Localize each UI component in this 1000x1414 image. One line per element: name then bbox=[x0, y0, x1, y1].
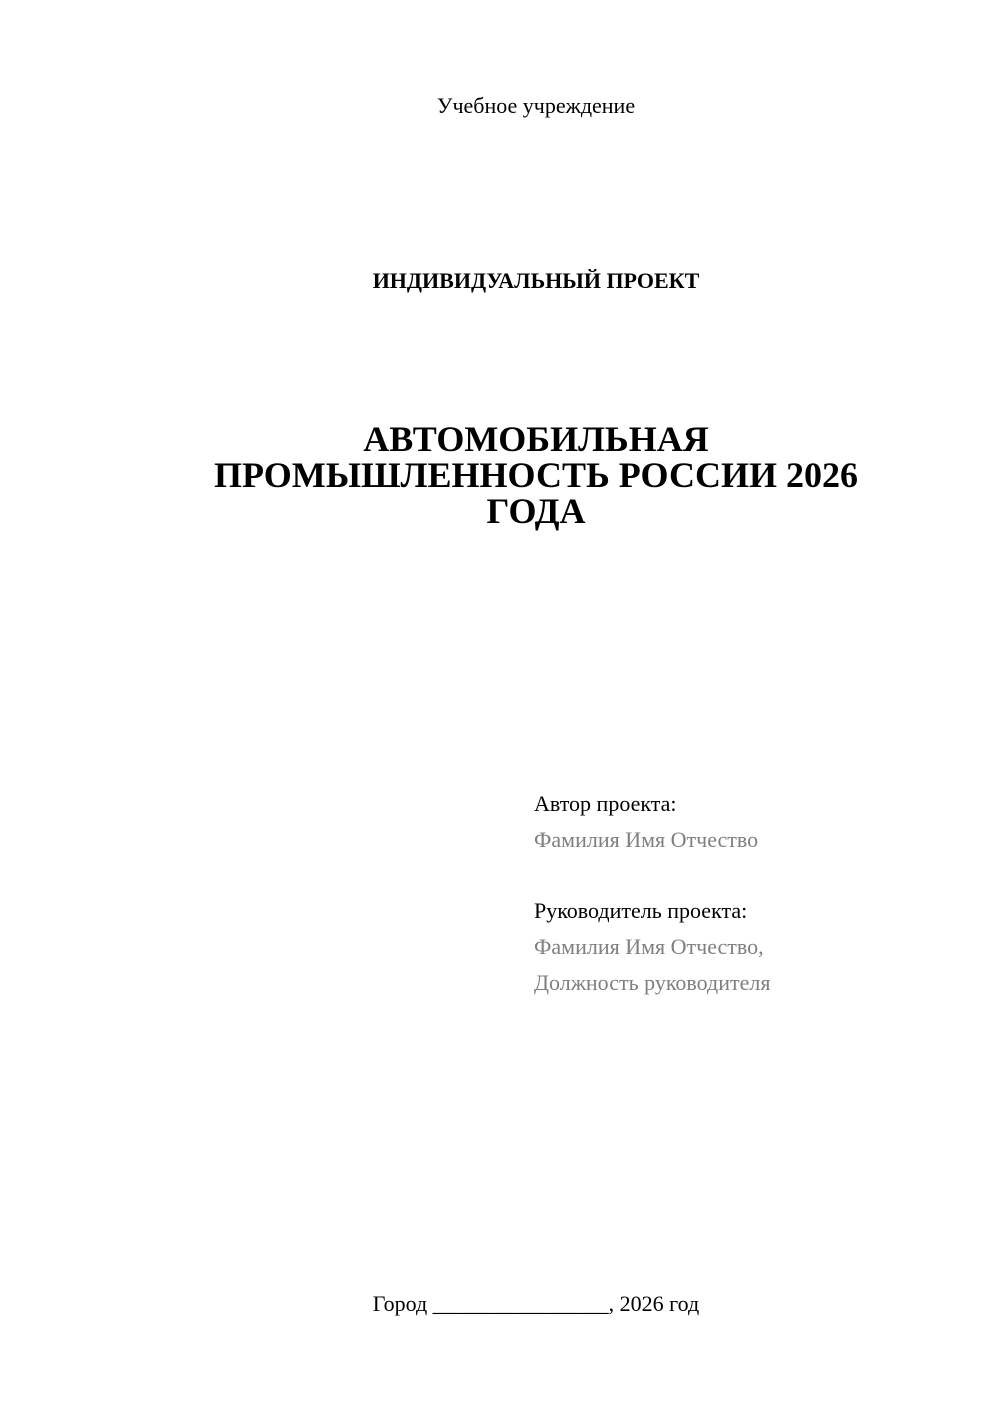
supervisor-label: Руководитель проекта: bbox=[534, 898, 748, 923]
author-name: Фамилия Имя Отчество bbox=[534, 827, 759, 852]
institution-name: Учебное учреждение bbox=[436, 93, 636, 118]
city-year-line bbox=[0, 1290, 1000, 1318]
supervisor-block bbox=[534, 893, 974, 1001]
document-type: ИНДИВИДУАЛЬНЫЙ ПРОЕКТ bbox=[372, 268, 700, 293]
city-label: Город bbox=[372, 1291, 428, 1316]
supervisor-position: Должность руководителя bbox=[534, 970, 771, 995]
project-title bbox=[150, 421, 922, 529]
supervisor-name: Фамилия Имя Отчество, bbox=[534, 934, 764, 959]
city-blank: ________________ bbox=[432, 1291, 609, 1316]
author-label: Автор проекта: bbox=[534, 791, 677, 816]
project-title-line: АВТОМОБИЛЬНАЯ bbox=[363, 419, 709, 459]
author-block bbox=[534, 786, 974, 858]
project-title-line: ГОДА bbox=[486, 491, 586, 531]
project-title-line: ПРОМЫШЛЕННОСТЬ РОССИИ 2026 bbox=[214, 455, 858, 495]
year-text: , 2026 год bbox=[608, 1291, 700, 1316]
